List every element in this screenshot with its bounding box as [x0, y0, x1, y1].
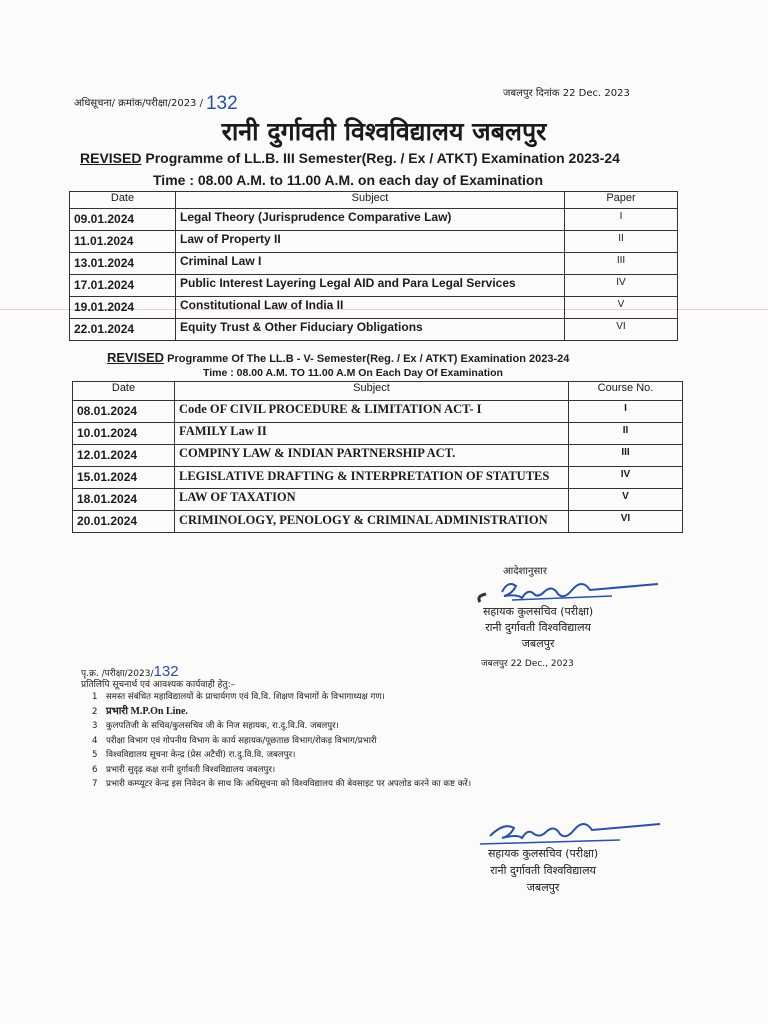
exam-date: 18.01.2024: [73, 489, 175, 511]
exam-course: I: [569, 401, 683, 423]
exam-paper: III: [565, 253, 678, 275]
header-subject: Subject: [175, 382, 569, 401]
copy-heading: प्रतिलिपि सूचनार्थ एवं आवश्यक कार्यवाही हेतु:–: [81, 680, 236, 690]
list-item: 7 प्रभारी कम्प्यूटर केन्द्र इस निवेदन के साथ कि अधिसूचना को विश्वविद्यालय की बेवसाइट पर अपलोड करने का कष्ट करें।: [92, 779, 472, 789]
list-item: 6 प्रभारी सुदृढ़ कक्ष रानी दुर्गावती विश्वविद्यालय जबलपुर।: [92, 764, 276, 775]
exam-subject: Public Interest Layering Legal AID and Para Legal Services: [176, 275, 565, 297]
list-item: 1 समस्त संबंधित महाविद्यालयों के प्राचार्यगण एवं वि.वि. शिक्षण विभागों के विभागाध्यक्ष गण।: [92, 692, 385, 702]
exam-subject: Code OF CIVIL PROCEDURE & LIMITATION ACT- I: [175, 401, 569, 423]
table-row: [73, 489, 683, 511]
exam-subject: COMPINY LAW & INDIAN PARTNERSHIP ACT.: [175, 445, 569, 467]
table-row: [73, 423, 683, 445]
signature2-designation: [488, 845, 598, 896]
exam-course: V: [569, 489, 683, 511]
university-title: रानी दुर्गावती विश्वविद्यालय जबलपुर: [221, 117, 547, 146]
programme2-title: [107, 350, 569, 365]
header-course: Course No.: [569, 382, 683, 401]
copy-list: [92, 690, 471, 792]
order-text: आदेशानुसार: [503, 566, 547, 577]
table-row: [73, 511, 683, 533]
copy-reference-text: पृ.क्र. /परीक्षा/2023/: [81, 669, 154, 679]
programme1-title: [80, 150, 620, 166]
exam-course: IV: [569, 467, 683, 489]
header-date: Date: [73, 382, 175, 401]
table-row: [70, 297, 678, 319]
exam-paper: IV: [565, 275, 678, 297]
programme2-revised: REVISED: [107, 350, 165, 365]
exam-date: 12.01.2024: [73, 445, 175, 467]
exam-paper: I: [565, 209, 678, 231]
header-paper: Paper: [565, 192, 678, 209]
header-date: Date: [70, 192, 176, 209]
exam-course: II: [569, 423, 683, 445]
exam-paper: II: [565, 231, 678, 253]
exam-date: 08.01.2024: [73, 401, 175, 423]
exam-date: 13.01.2024: [70, 253, 176, 275]
exam-subject: CRIMINOLOGY, PENOLOGY & CRIMINAL ADMINISTRATION: [175, 511, 569, 533]
list-item: 4 परीक्षा विभाग एवं गोपनीय विभाग के कार्य सहायक/पूछताछ विभाग/रोकड़ विभाग/प्रभारी: [92, 735, 377, 746]
signature-image: [470, 808, 670, 848]
table-header-row: [70, 192, 678, 209]
table-row: [70, 231, 678, 253]
exam-subject: LEGISLATIVE DRAFTING & INTERPRETATION OF STATUTES: [175, 467, 569, 489]
exam-subject: Equity Trust & Other Fiduciary Obligations: [176, 319, 565, 341]
exam-course: III: [569, 445, 683, 467]
exam-subject: LAW OF TAXATION: [175, 489, 569, 511]
exam-date: 17.01.2024: [70, 275, 176, 297]
signature2-line1: सहायक कुलसचिव (परीक्षा): [488, 847, 599, 860]
programme2-title-text: Programme Of The LL.B - V- Semester(Reg. / Ex / ATKT) Examination 2023-24: [164, 353, 570, 365]
table-header-row: [73, 382, 683, 401]
exam-paper: V: [565, 297, 678, 319]
header-subject: Subject: [176, 192, 565, 209]
exam-subject: Criminal Law I: [176, 253, 565, 275]
programme2-table: [72, 381, 683, 533]
exam-paper: VI: [565, 319, 678, 341]
signature1-date: जबलपुर 22 Dec., 2023: [481, 659, 574, 669]
exam-date: 10.01.2024: [73, 423, 175, 445]
list-item: 2 प्रभारी M.P.On Line.: [92, 705, 188, 717]
table-row: [73, 467, 683, 489]
table-row: [70, 253, 678, 275]
exam-date: 20.01.2024: [73, 511, 175, 533]
signature1-line2: रानी दुर्गावती विश्वविद्यालय: [485, 621, 591, 634]
exam-date: 15.01.2024: [73, 467, 175, 489]
signature1-designation: [483, 604, 593, 652]
exam-date: 09.01.2024: [70, 209, 176, 231]
exam-date: 11.01.2024: [70, 231, 176, 253]
programme1-table: [69, 191, 678, 341]
programme1-revised: REVISED: [80, 150, 142, 166]
programme2-time: Time : 08.00 A.M. TO 11.00 A.M On Each Day Of Examination: [203, 367, 503, 379]
exam-date: 19.01.2024: [70, 297, 176, 319]
exam-course: VI: [569, 511, 683, 533]
reference-line: [74, 90, 238, 112]
table-row: [70, 275, 678, 297]
exam-subject: Legal Theory (Jurisprudence Comparative Law): [176, 209, 565, 231]
issue-date: जबलपुर दिनांक 22 Dec. 2023: [503, 88, 630, 99]
exam-subject: Constitutional Law of India II: [176, 297, 565, 319]
signature1-line3: जबलपुर: [521, 637, 555, 650]
table-row: [70, 209, 678, 231]
exam-date: 22.01.2024: [70, 319, 176, 341]
list-item: 5 विश्वविद्यालय सूचना केन्द्र (प्रेस अटैची) रा.दु.वि.वि. जबलपुर।: [92, 750, 296, 760]
exam-subject: Law of Property II: [176, 231, 565, 253]
reference-text: अधिसूचना/ क्रमांक/परीक्षा/2023 /: [74, 98, 203, 109]
reference-number: 132: [205, 93, 238, 114]
programme1-time: Time : 08.00 A.M. to 11.00 A.M. on each day of Examination: [153, 172, 544, 188]
table-row: [73, 445, 683, 467]
signature2-line3: जबलपुर: [526, 881, 560, 894]
programme1-title-text: Programme of LL.B. III Semester(Reg. / Ex / ATKT) Examination 2023-24: [141, 150, 620, 166]
list-item: 3 कुलपतिजी के सचिव/कुलसचिव जी के निज सहायक, रा.दु.वि.वि. जबलपुर।: [92, 721, 339, 731]
table-row: [70, 319, 678, 341]
signature1-line1: सहायक कुलसचिव (परीक्षा): [483, 605, 594, 618]
exam-subject: FAMILY Law II: [175, 423, 569, 445]
copy-reference-number: 132: [153, 663, 179, 680]
signature2-line2: रानी दुर्गावती विश्वविद्यालय: [490, 864, 596, 877]
table-row: [73, 401, 683, 423]
